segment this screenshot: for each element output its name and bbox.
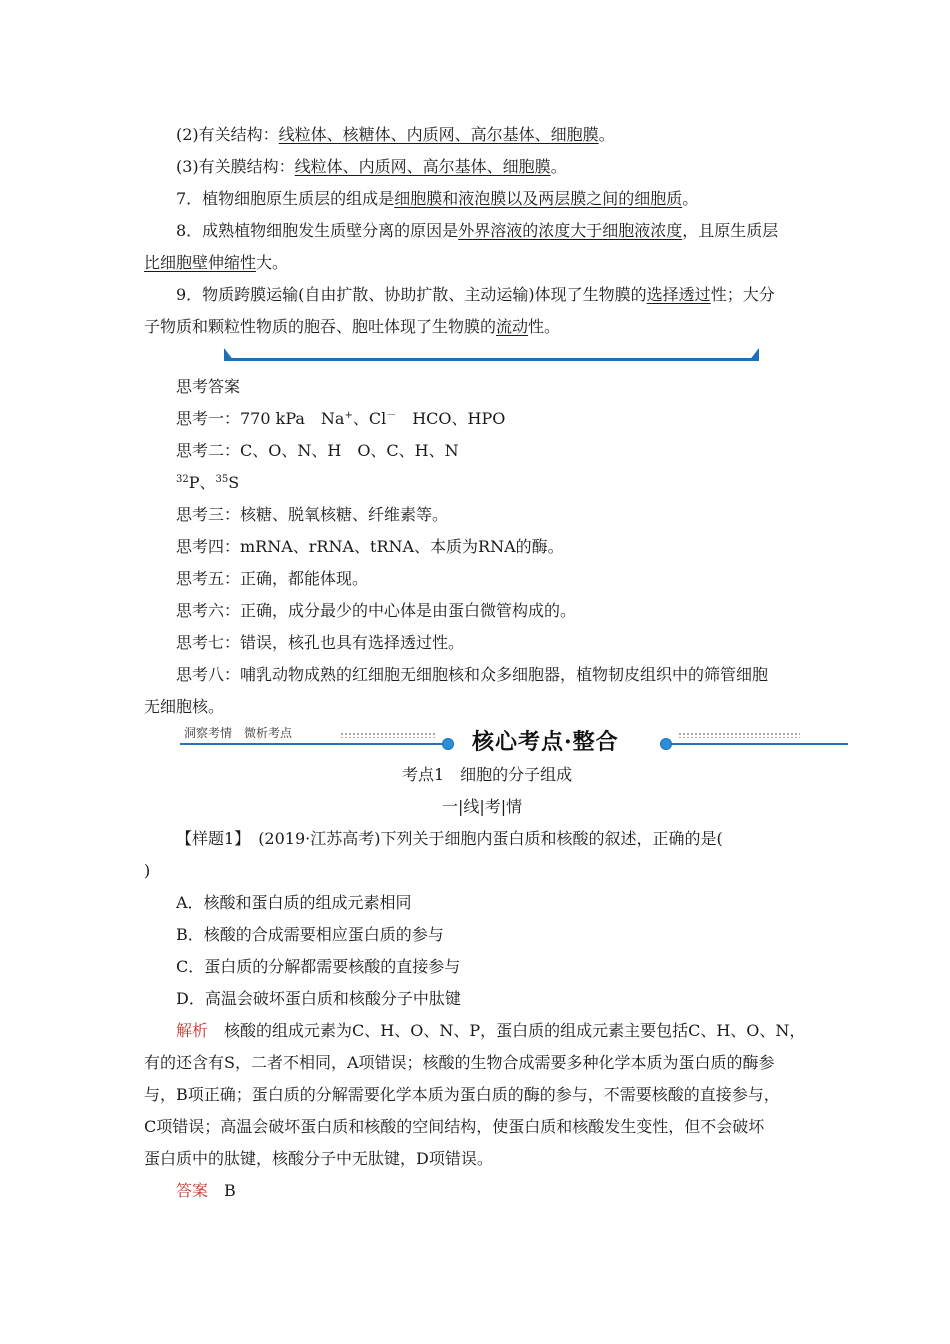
- section-divider: [224, 346, 759, 362]
- section-header-title: 核心考点·整合: [472, 729, 619, 755]
- analysis-line2: 有的还含有S，二者不相同，A项错误；核酸的生物合成需要多种化学本质为蛋白质的酶参: [144, 1053, 775, 1072]
- question-stem-line2: ): [144, 861, 151, 880]
- header-rule: [180, 743, 448, 745]
- analysis-label: 解析: [176, 1021, 209, 1040]
- thinking-6: 思考六：正确，成分最少的中心体是由蛋白微管构成的。: [176, 601, 577, 620]
- section-header-right: [660, 722, 850, 748]
- thinking-4: 思考四：mRNA、rRNA、tRNA、本质为RNA的酶。: [176, 537, 564, 556]
- answer-underline: 选择透过: [646, 285, 711, 304]
- thinking-7: 思考七：错误，核孔也具有选择透过性。: [176, 633, 465, 652]
- analysis-line3: 与，B项正确；蛋白质的分解需要化学本质为蛋白质的酶的参与，不需要核酸的直接参与，: [144, 1085, 780, 1104]
- question-stem-line1: 【样题1】 (2019·江苏高考)下列关于细胞内蛋白质和核酸的叙述，正确的是(: [176, 829, 723, 848]
- option-c: C．蛋白质的分解都需要核酸的直接参与: [176, 957, 461, 976]
- item-2: (2)有关结构：线粒体、核糖体、内质网、高尔基体、细胞膜。: [176, 125, 615, 144]
- answer-underline: 流动: [496, 317, 529, 336]
- thinking-1: 思考一：770 kPa Na+、Cl－ HCO、HPO: [176, 409, 506, 428]
- thinking-8-line1: 思考八：哺乳动物成熟的红细胞无细胞核和众多细胞器，植物韧皮组织中的筛管细胞: [176, 665, 769, 684]
- question-8-line1: 8．成熟植物细胞发生质壁分离的原因是外界溶液的浓度大于细胞液浓度，且原生质层: [176, 221, 779, 240]
- section-header-subtitle: 洞察考情 微析考点: [184, 726, 293, 740]
- option-b: B．核酸的合成需要相应蛋白质的参与: [176, 925, 444, 944]
- thinking-3: 思考三：核糖、脱氧核糖、纤维素等。: [176, 505, 449, 524]
- thinking-2: 思考二：C、O、N、H O、C、H、N: [176, 441, 459, 460]
- answer-label: 答案: [176, 1181, 209, 1200]
- question-7: 7．植物细胞原生质层的组成是细胞膜和液泡膜以及两层膜之间的细胞质。: [176, 189, 699, 208]
- thinking-2-isotopes: $^{32}$P、$^{35}$S: [176, 473, 240, 492]
- answer-line: [176, 1180, 236, 1202]
- dotted-pattern: [340, 732, 435, 738]
- option-d: D．高温会破坏蛋白质和核酸分子中肽键: [176, 989, 461, 1008]
- answer-underline: 线粒体、核糖体、内质网、高尔基体、细胞膜: [278, 125, 599, 144]
- analysis-line4: C项错误；高温会破坏蛋白质和核酸的空间结构，使蛋白质和核酸发生变性，但不会破坏: [144, 1117, 765, 1136]
- question-8-line2: 比细胞壁伸缩性大。: [144, 253, 289, 272]
- dotted-pattern: [678, 732, 800, 738]
- item-3: (3)有关膜结构：线粒体、内质网、高尔基体、细胞膜。: [176, 157, 567, 176]
- section-header-left: [180, 722, 452, 748]
- header-rule: [670, 743, 848, 745]
- topic-subtitle: 一|线|考|情: [442, 797, 523, 816]
- answer-value: B: [208, 1181, 236, 1200]
- option-a: A．核酸和蛋白质的组成元素相同: [176, 893, 412, 912]
- thinking-title: 思考答案: [176, 377, 241, 396]
- thinking-5: 思考五：正确，都能体现。: [176, 569, 369, 588]
- bullet-dot-icon: [442, 738, 454, 750]
- thinking-8-line2: 无细胞核。: [144, 697, 225, 716]
- question-label: 【样题1】: [176, 829, 243, 848]
- question-9-line2: 子物质和颗粒性物质的胞吞、胞吐体现了生物膜的流动性。: [144, 317, 561, 336]
- answer-underline: 细胞膜和液泡膜以及两层膜之间的细胞质: [394, 189, 683, 208]
- analysis-line1: 解析 核酸的组成元素为C、H、O、N、P，蛋白质的组成元素主要包括C、H、O、N，: [176, 1021, 806, 1040]
- answer-underline: 线粒体、内质网、高尔基体、细胞膜: [294, 157, 551, 176]
- analysis-line5: 蛋白质中的肽键，核酸分子中无肽键，D项错误。: [144, 1149, 493, 1168]
- answer-underline: 外界溶液的浓度大于细胞液浓度: [458, 221, 683, 240]
- answer-underline: 比细胞壁伸缩性: [144, 253, 257, 272]
- question-9-line1: 9．物质跨膜运输(自由扩散、协助扩散、主动运输)体现了生物膜的选择透过性；大分: [176, 285, 775, 304]
- topic-title: 考点1 细胞的分子组成: [402, 765, 573, 784]
